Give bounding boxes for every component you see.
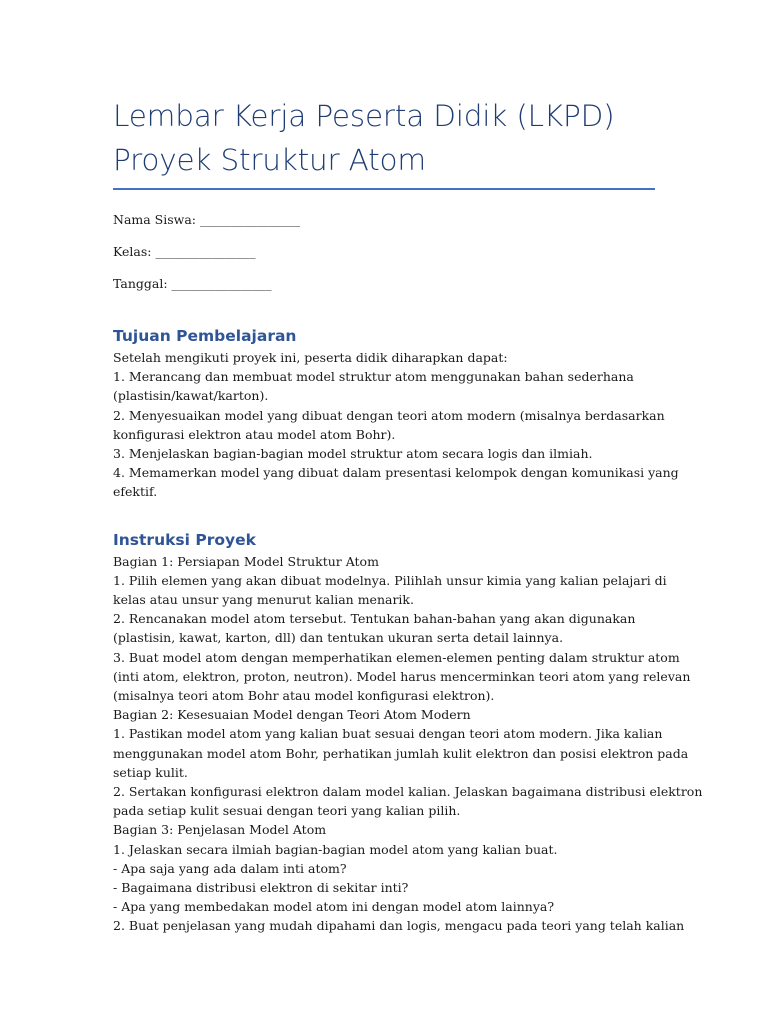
tujuan-line: konfigurasi elektron atau model atom Bohr). xyxy=(113,426,396,442)
document-title xyxy=(113,94,658,182)
instruksi-line: (plastisin, kawat, karton, dll) dan tentukan ukuran serta detail lainnya. xyxy=(113,630,564,646)
instruksi-line: menggunakan model atom Bohr, perhatikan jumlah kulit elektron dan posisi elektron pada xyxy=(113,745,689,761)
instruksi-line: kelas atau unsur yang menurut kalian menarik. xyxy=(113,592,414,608)
tujuan-line: 4. Memamerkan model yang dibuat dalam presentasi kelompok dengan komunikasi yang xyxy=(113,465,679,481)
instruksi-heading: Instruksi Proyek xyxy=(113,530,256,549)
instruksi-line: 2. Sertakan konfigurasi elektron dalam model kalian. Jelaskan bagaimana distribusi elektron xyxy=(113,784,703,800)
instruksi-line: Bagian 3: Penjelasan Model Atom xyxy=(113,822,327,838)
tanggal-field: Tanggal: ________________ xyxy=(113,276,272,291)
instruksi-line: 2. Rencanakan model atom tersebut. Tentukan bahan-bahan yang akan digunakan xyxy=(113,611,636,627)
instruksi-line: setiap kulit. xyxy=(113,764,188,780)
instruksi-line: Bagian 2: Kesesuaian Model dengan Teori Atom Modern xyxy=(113,707,471,723)
instruksi-body xyxy=(113,552,703,936)
document-page xyxy=(113,94,703,936)
tujuan-heading: Tujuan Pembelajaran xyxy=(113,327,297,345)
tujuan-line: 3. Menjelaskan bagian-bagian model struktur atom secara logis dan ilmiah. xyxy=(113,446,593,462)
tujuan-line: Setelah mengikuti proyek ini, peserta didik diharapkan dapat: xyxy=(113,350,508,365)
instruksi-line: 1. Pilih elemen yang akan dibuat modelnya. Pilihlah unsur kimia yang kalian pelajari di xyxy=(113,572,667,588)
title-divider xyxy=(113,188,655,190)
instruksi-line: pada setiap kulit sesuai dengan teori yang kalian pilih. xyxy=(113,803,461,819)
instruksi-line: - Apa saja yang ada dalam inti atom? xyxy=(113,860,347,876)
instruksi-line: - Apa yang membedakan model atom ini dengan model atom lainnya? xyxy=(113,899,555,915)
tujuan-body xyxy=(113,348,679,502)
instruksi-line: Bagian 1: Persiapan Model Struktur Atom xyxy=(113,553,379,569)
instruksi-line: 1. Jelaskan secara ilmiah bagian-bagian model atom yang kalian buat. xyxy=(113,841,558,857)
tujuan-line: 1. Merancang dan membuat model struktur atom menggunakan bahan sederhana xyxy=(113,369,634,385)
tujuan-line: (plastisin/kawat/karton). xyxy=(113,388,269,404)
tujuan-line: efektif. xyxy=(113,484,158,500)
instruksi-line: 2. Buat penjelasan yang mudah dipahami dan logis, mengacu pada teori yang telah kalian xyxy=(113,918,685,934)
tujuan-line: 2. Menyesuaikan model yang dibuat dengan teori atom modern (misalnya berdasarkan xyxy=(113,407,665,423)
kelas-field: Kelas: ________________ xyxy=(113,244,256,259)
instruksi-line: 1. Pastikan model atom yang kalian buat sesuai dengan teori atom modern. Jika kalian xyxy=(113,726,663,742)
instruksi-line: - Bagaimana distribusi elektron di sekitar inti? xyxy=(113,880,409,896)
nama-siswa-field: Nama Siswa: ________________ xyxy=(113,212,300,227)
title-line-2: Proyek Struktur Atom xyxy=(113,143,426,177)
instruksi-line: (inti atom, elektron, proton, neutron). Model harus mencerminkan teori atom yang relevan xyxy=(113,668,691,684)
title-line-1: Lembar Kerja Peserta Didik (LKPD) xyxy=(113,99,615,133)
instruksi-line: (misalnya teori atom Bohr atau model konfigurasi elektron). xyxy=(113,688,495,704)
instruksi-line: 3. Buat model atom dengan memperhatikan elemen-elemen penting dalam struktur atom xyxy=(113,649,680,665)
